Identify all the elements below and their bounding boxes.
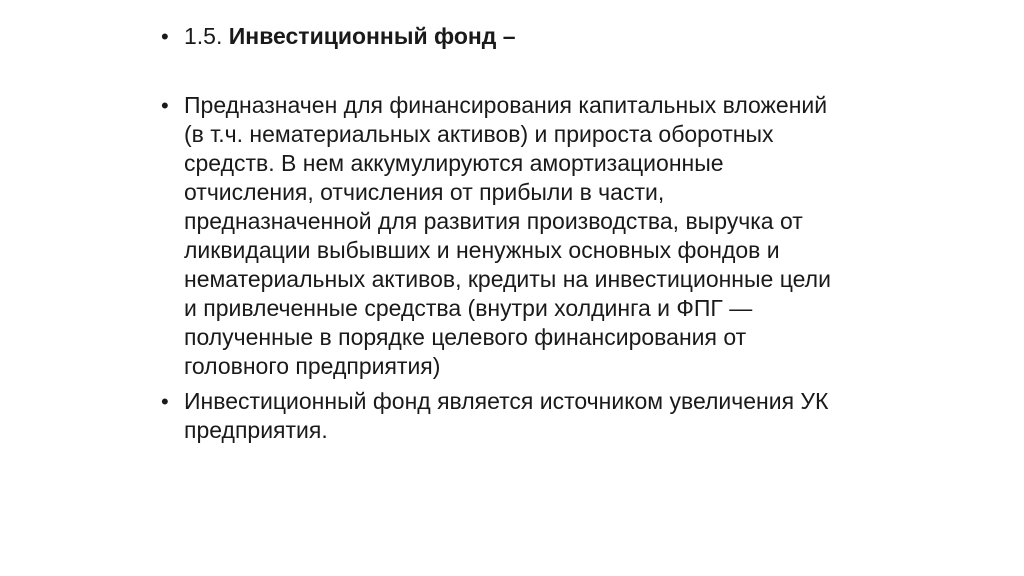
bullet-item-conclusion bbox=[160, 387, 850, 445]
bullet-item-description bbox=[160, 91, 850, 381]
bullet-dot-icon: • bbox=[161, 93, 169, 118]
section-heading: Инвестиционный фонд – bbox=[228, 23, 516, 49]
bullet-list bbox=[160, 22, 850, 445]
bullet-dot-icon: • bbox=[161, 24, 169, 49]
bullet-dot-icon: • bbox=[161, 389, 169, 414]
description-text: Предназначен для финансирования капитальных вложений (в т.ч. нематериальных активов) и прироста оборотных средств. В нем аккумулируются амортизационные отчисления, отчисления от прибыли в части, предназначенной для развития производства, выручка от ликвидации выбывших и ненужных основных фондов и нематериальных активов, кредиты на инвестиционные цели и привлеченные средства (внутри холдинга и ФПГ — полученные в порядке целевого финансирования от головного предприятия) bbox=[184, 92, 831, 379]
conclusion-text: Инвестиционный фонд является источником увеличения УК предприятия. bbox=[184, 388, 829, 443]
section-number: 1.5. bbox=[184, 23, 223, 49]
bullet-item-heading bbox=[160, 22, 850, 51]
